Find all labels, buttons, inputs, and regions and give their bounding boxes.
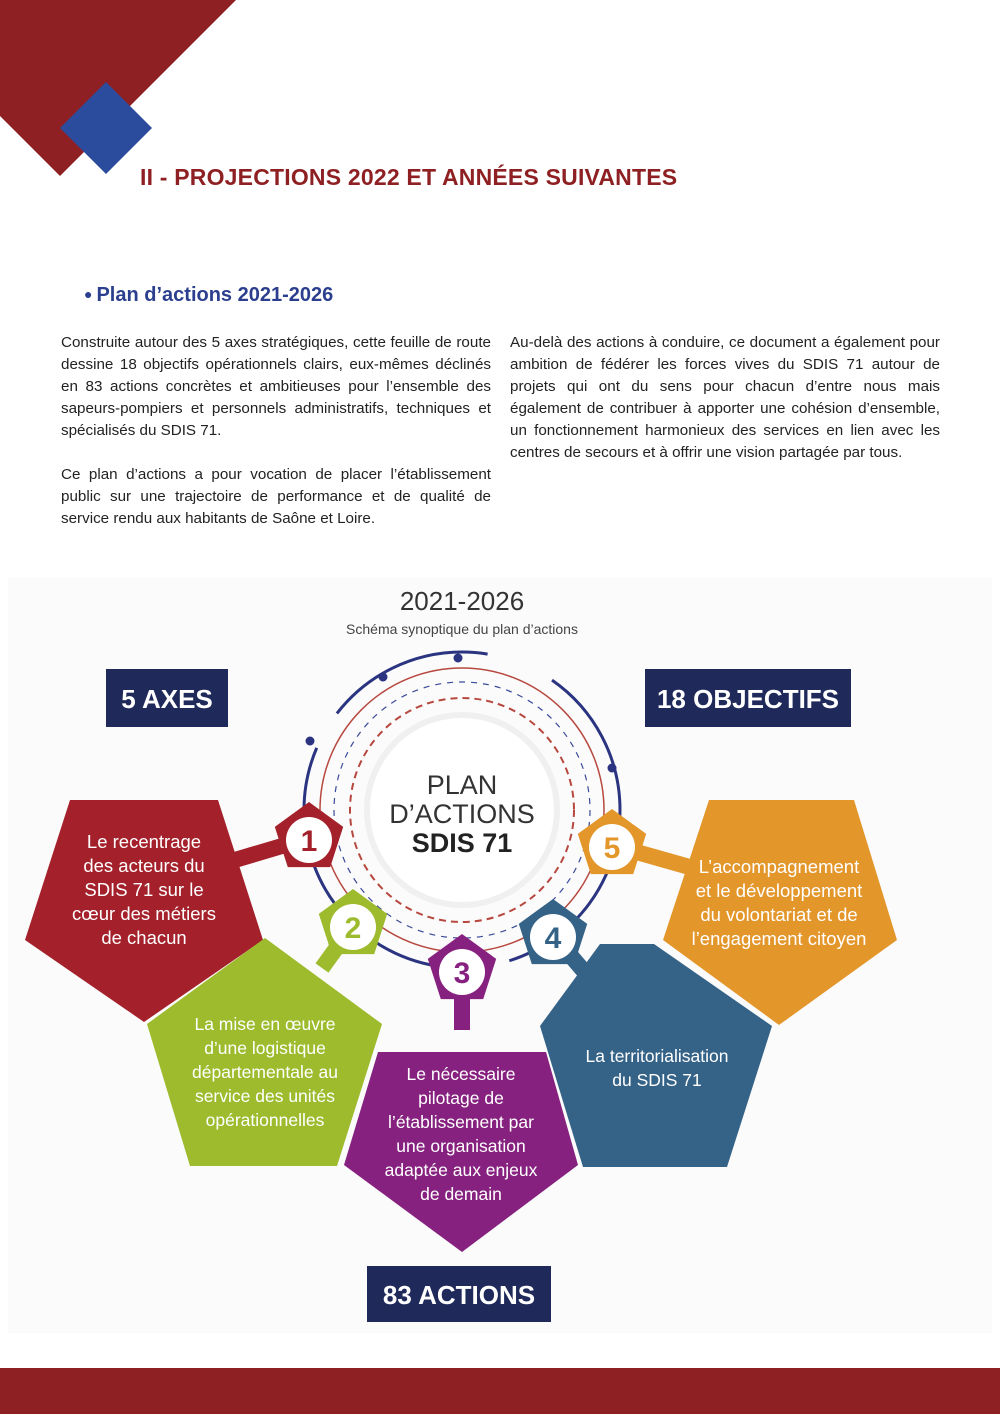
bullet-icon: ● — [84, 286, 93, 302]
axis-2-text-line: d’une logistique — [204, 1038, 326, 1058]
axis-3-text-line: pilotage de — [418, 1088, 504, 1108]
axis-3-text-line: une organisation — [396, 1136, 526, 1156]
center-label-line-2: D’ACTIONS — [389, 799, 535, 829]
intro-paragraph-2: Ce plan d’actions a pour vocation de placer l’établissement public sur une trajectoire de performance et de qualité de service rendu aux habitants de Saône et Loire. — [61, 466, 491, 527]
axis-4-text-line: La territorialisation — [585, 1046, 729, 1066]
axis-3-number: 3 — [453, 957, 471, 990]
axis-5-text-line: du volontariat et de — [700, 904, 858, 925]
axis-2-text-line: La mise en œuvre — [194, 1014, 336, 1034]
center-label-line-3: SDIS 71 — [411, 828, 513, 858]
axis-2-text-line: service des unités — [194, 1086, 336, 1106]
badge-83-actions-label: 83 ACTIONS — [382, 1280, 536, 1310]
footer-bar — [0, 1368, 1000, 1414]
axis-1-number: 1 — [300, 825, 318, 858]
synoptic-diagram — [0, 572, 1000, 1342]
axis-3-text-line: de demain — [420, 1184, 502, 1204]
ring-dot — [306, 737, 315, 746]
axis-3-text-line: Le nécessaire — [406, 1064, 516, 1084]
axis-3-text-line: l’établissement par — [388, 1112, 534, 1132]
ring-dot — [379, 673, 388, 682]
axis-4-number: 4 — [544, 922, 562, 955]
ring-dot — [608, 764, 617, 773]
subsection-title-text: Plan d’actions 2021-2026 — [96, 284, 334, 306]
axis-2-text-line: départementale au — [192, 1062, 338, 1082]
intro-paragraph-3: Au-delà des actions à conduire, ce document a également pour ambition de fédérer les forces vives du SDIS 71 autour de projets qui ont du sens pour chacun d’entre nous mais également de contribuer à apporter une cohésion d’ensemble, un fonctionnement harmonieux des services en lien avec les centres de secours et à offrir une vision partagée par tous. — [510, 334, 940, 461]
axis-5-text-line: et le développement — [695, 880, 863, 901]
axis-1-text-line: SDIS 71 sur le — [84, 879, 204, 900]
axis-1-text-line: des acteurs du — [83, 855, 205, 876]
diagram-period: 2021-2026 — [399, 586, 525, 616]
axis-2-text-line: opérationnelles — [205, 1110, 325, 1130]
section-title: II - PROJECTIONS 2022 ET ANNÉES SUIVANTES — [140, 164, 678, 190]
subsection-title — [84, 284, 333, 307]
corner-decoration — [0, 0, 240, 180]
badge-5-axes-label: 5 AXES — [121, 684, 213, 714]
intro-paragraph-1: Construite autour des 5 axes stratégiques, cette feuille de route dessine 18 objectifs opérationnels clairs, eux-mêmes déclinés en 83 actions concrètes et ambitieuses pour l’ensemble des sapeurs-pompiers et personnels administratifs, techniques et spécialisés du SDIS 71. — [61, 334, 491, 439]
diagram-caption: Schéma synoptique du plan d’actions — [346, 621, 578, 637]
center-label-line-1: PLAN — [426, 770, 498, 800]
axis-1-text-line: Le recentrage — [86, 831, 202, 852]
axis-5-text-line: l’engagement citoyen — [691, 928, 867, 949]
axis-4-text-line: du SDIS 71 — [612, 1070, 702, 1090]
badge-5-axes — [106, 669, 228, 727]
axis-3-text-line: adaptée aux enjeux — [384, 1160, 538, 1180]
badge-18-objectifs-label: 18 OBJECTIFS — [656, 684, 840, 714]
axis-5-text-line: L’accompagnement — [698, 856, 860, 877]
intro-left-column — [61, 332, 491, 552]
axis-1-text-line: cœur des métiers — [72, 903, 216, 924]
intro-right-column — [510, 332, 940, 486]
badge-18-objectifs — [645, 669, 851, 727]
ring-dot — [454, 654, 463, 663]
axis-1-text-line: de chacun — [101, 927, 187, 948]
axis-2-number: 2 — [344, 912, 362, 945]
badge-83-actions — [367, 1266, 551, 1322]
axis-5-number: 5 — [603, 832, 621, 865]
